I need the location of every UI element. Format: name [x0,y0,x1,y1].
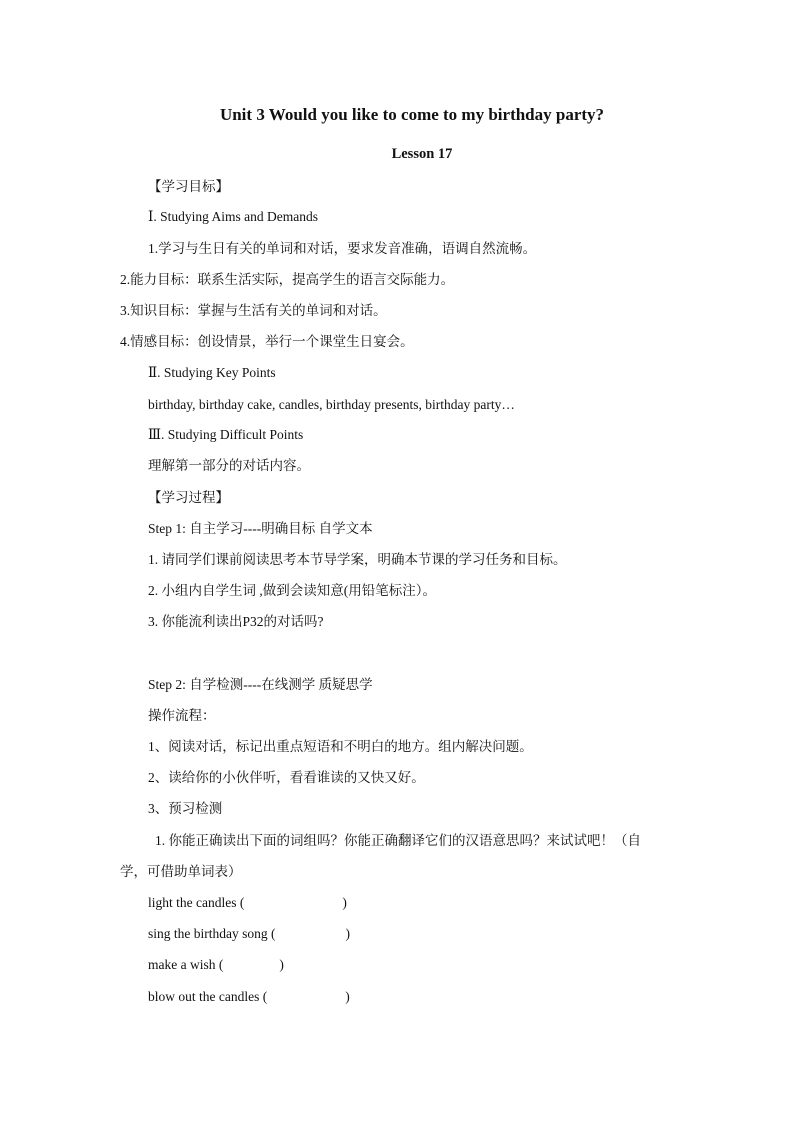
page-title: Unit 3 Would you like to come to my birthday party? [219,105,605,124]
operation-item-3: 3、预习检测 [148,801,223,816]
operation-item-2: 2、读给你的小伙伴听，看看谁读的又快又好。 [148,770,425,785]
aims-heading: 【学习目标】 [148,179,229,194]
step-1-item-1: 1. 请同学们课前阅读思考本节导学案，明确本节课的学习任务和目标。 [148,552,567,567]
step-1-item-3: 3. 你能流利读出P32的对话吗? [148,614,324,629]
phrase-text: make a wish ( [148,957,224,972]
phrase-close: ) [342,895,347,910]
process-heading: 【学习过程】 [148,490,229,505]
phrase-close: ) [345,989,350,1004]
aims-section-title: Ⅰ. Studying Aims and Demands [148,209,318,224]
aims-item-4: 4.情感目标：创设情景，举行一个课堂生日宴会。 [120,334,414,349]
key-points-title: Ⅱ. Studying Key Points [148,365,276,380]
phrase-item [148,925,350,943]
phrase-item [148,894,347,912]
phrase-text: light the candles ( [148,895,245,910]
step-1-title: Step 1: 自主学习----明确目标 自学文本 [148,521,373,536]
phrase-text: sing the birthday song ( [148,926,276,941]
phrase-close: ) [279,957,284,972]
phrase-item [148,956,284,974]
question-1-line-1: 1. 你能正确读出下面的词组吗？你能正确翻译它们的汉语意思吗？来试试吧！（自 [155,833,641,848]
operation-item-1: 1、阅读对话，标记出重点短语和不明白的地方。组内解决问题。 [148,739,533,754]
question-1-line-2: 学，可借助单词表） [120,864,242,879]
step-2-title: Step 2: 自学检测----在线测学 质疑思学 [148,677,373,692]
lesson-subtitle: Lesson 17 [391,146,453,162]
phrase-text: blow out the candles ( [148,989,268,1004]
phrase-item [148,988,350,1006]
aims-item-2: 2.能力目标：联系生活实际，提高学生的语言交际能力。 [120,272,455,287]
aims-item-1: 1.学习与生日有关的单词和对话，要求发音准确，语调自然流畅。 [148,241,537,256]
difficult-points-text: 理解第一部分的对话内容。 [148,458,310,473]
step-1-item-2: 2. 小组内自学生词 ,做到会读知意(用铅笔标注）。 [148,583,436,598]
aims-item-3: 3.知识目标：掌握与生活有关的单词和对话。 [120,303,387,318]
operation-flow: 操作流程： [148,708,216,723]
key-words: birthday, birthday cake, candles, birthday presents, birthday party… [148,397,515,412]
phrase-close: ) [345,926,350,941]
difficult-points-title: Ⅲ. Studying Difficult Points [148,427,304,442]
